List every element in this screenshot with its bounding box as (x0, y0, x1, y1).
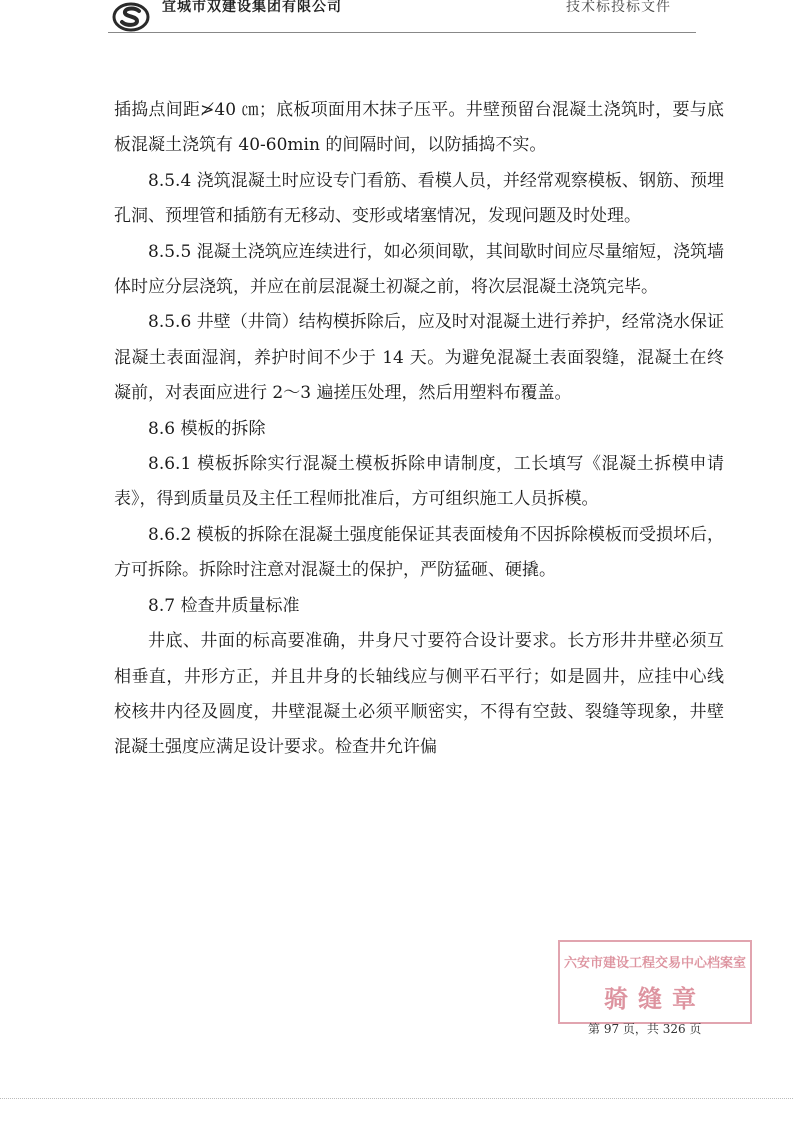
document-type: 技术标投标文件 (566, 0, 671, 15)
page-header (0, 0, 793, 40)
section-heading: 8.6 模板的拆除 (148, 418, 266, 439)
section-heading: 8.7 检查井质量标准 (148, 595, 300, 616)
paragraph: 8.6.2 模板的拆除在混凝土强度能保证其表面棱角不因拆除模板而受损坏后，方可拆除。拆除时注意对混凝土的保护，严防猛砸、硬撬。 (114, 524, 724, 581)
document-body (114, 93, 724, 766)
paragraph: 插捣点间距≯40 ㎝；底板项面用木抹子压平。井壁预留台混凝土浇筑时，要与底板混凝土浇筑有 40-60min 的间隔时间，以防插捣不实。 (114, 100, 724, 156)
paragraph: 8.5.6 井壁（井筒）结构模拆除后，应及时对混凝土进行养护，经常浇水保证混凝土表面湿润，养护时间不少于 14 天。为避免混凝土表面裂缝，混凝土在终凝前，对表面应进行 2～3 遍搓压处理，然后用塑料布覆盖。 (114, 312, 724, 404)
company-logo-icon (112, 2, 150, 32)
paragraph: 8.6.1 模板拆除实行混凝土模板拆除申请制度，工长填写《混凝土拆模申请表》，得到质量员及主任工程师批准后，方可组织施工人员拆模。 (114, 454, 724, 510)
seal-title: 骑缝章 (604, 985, 706, 1013)
page-number: 第 97 页，共 326 页 (588, 1022, 702, 1036)
company-name: 宜城市双建设集团有限公司 (162, 0, 342, 15)
header-divider (108, 32, 696, 33)
paragraph: 井底、井面的标高要准确，井身尺寸要符合设计要求。长方形井井壁必须互相垂直，井形方正，并且井身的长轴线应与侧平石平行；如是圆井，应挂中心线校核井内径及圆度，井壁混凝土必须平顺密实，不得有空鼓、裂缝等现象，井壁混凝土强度应满足设计要求。检查井允许偏 (114, 631, 724, 758)
bottom-divider (0, 1098, 793, 1099)
paragraph: 8.5.5 混凝土浇筑应连续进行，如必须间歇，其间歇时间应尽量缩短，浇筑墙体时应分层浇筑，并应在前层混凝土初凝之前，将次层混凝土浇筑完毕。 (114, 241, 724, 298)
seam-seal-stamp (558, 940, 752, 1024)
seal-organization: 六安市建设工程交易中心档案室 (563, 956, 746, 971)
paragraph: 8.5.4 浇筑混凝土时应设专门看筋、看模人员，并经常观察模板、钢筋、预埋孔洞、预埋管和插筋有无移动、变形或堵塞情况，发现问题及时处理。 (114, 170, 724, 227)
